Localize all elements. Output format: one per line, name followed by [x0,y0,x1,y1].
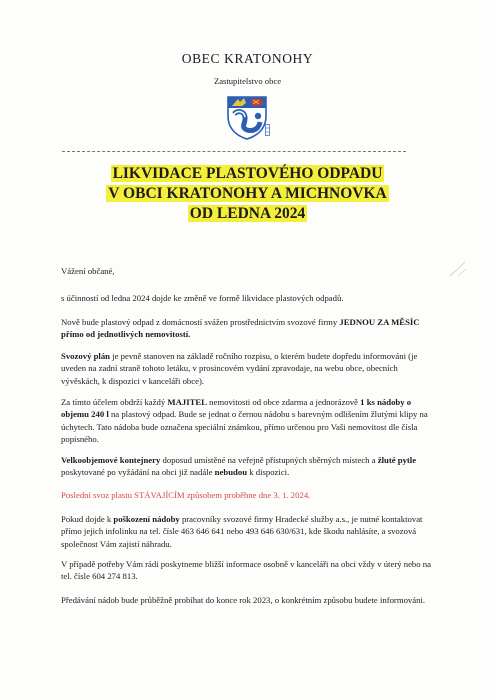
dashed-divider [62,151,406,152]
paragraph-collection-plan: Svozový plán je pevně stanoven na základě ročního rozpisu, o kterém budete dopředu informováni (je uveden na zadní straně tohoto letáku, v prosincovém vydání zpravodaje, na webu obce, obecních vývěskách, k dispozici v kanceláři obce). [61,351,418,386]
council-subtitle: Zastupitelstvo obce [213,76,282,86]
main-title [0,164,495,224]
paragraph-bins: Za tímto účelem obdrží každý MAJITEL nemovitosti od obce zdarma a jednorázově 1 ks nádoby o objemu 240 l na plastový odpad. Bude se jednat o černou nádobu s barevným odlišením žlutými klipy na úchytech. Tato nádoba bude označena speciální známkou, přímo určenou pro Vaši nemovitost dle čísla popisného. [61,397,428,444]
paragraph-contact: V případě potřeby Vám rádi poskytneme bližší informace osobně v kanceláři na obci vždy v úterý nebo na tel. čísle 604 274 813. [61,559,431,582]
pen-mark-icon [448,258,468,278]
stamp-mark-icon [265,124,270,136]
municipality-name: OBEC KRATONOHY [181,51,314,66]
paragraph-containers: Velkoobjemové kontejnery doposud umístěné na veřejně přístupných sběrných místech a žluté pytle poskytované po vyžádání na obci již nadále nebudou k dispozici. [61,455,417,478]
paragraph-handover: Předávání nádob bude průběžně probíhat do konce rok 2023, o konkrétním způsobu budete informováni. [61,595,426,605]
greeting: Vážení občané, [61,266,115,276]
coat-of-arms-icon [225,94,269,140]
paragraph-monthly-collection: Nově bude plastový odpad z domácností svážen prostřednictvím svozové firmy JEDNOU ZA MĚSÍC přímo od jednotlivých nemovitostí. [61,317,420,340]
title-line-3: OD LEDNA 2024 [189,205,306,222]
paragraph-intro: s účinností od ledna 2024 dojde ke změně ve formě likvidace plastových odpadů. [61,293,344,303]
paragraph-damage: Pokud dojde k poškození nádoby pracovníky svozové firmy Hradecké služby a.s., je nutné kontaktovat přímo jejich infolinku na tel. čísle 463 646 641 nebo 493 646 630/631, kde škodu nahlásíte, a svozová společnost Vám zajistí náhradu. [61,514,423,549]
title-line-2: V OBCI KRATONOHY A MICHNOVKA [108,185,387,202]
title-line-1: LIKVIDACE PLASTOVÉHO ODPADU [112,165,383,182]
paragraph-last-collection: Poslední svoz plastu STÁVAJÍCÍM způsobem proběhne dne 3. 1. 2024. [61,490,311,500]
